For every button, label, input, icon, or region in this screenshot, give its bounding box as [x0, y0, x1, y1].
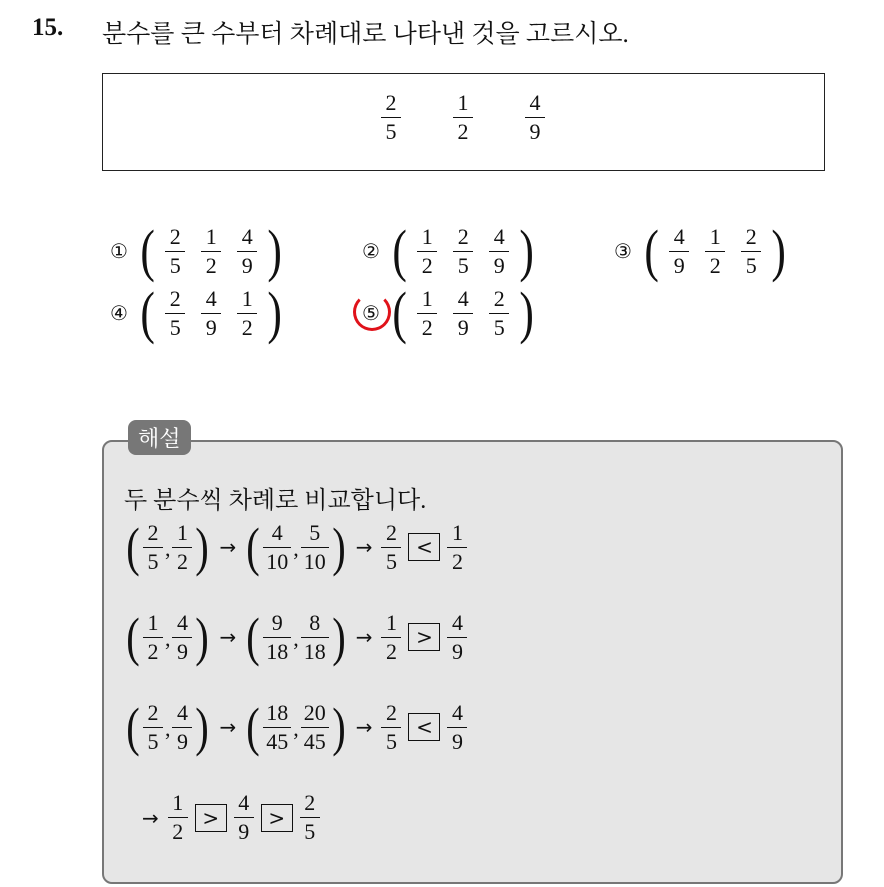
comparison-line-1: ( $\frac{2}{5}$ , $\frac{1}{2}$ ) → ( $\frac{4}{10}$ , $\frac{5}{10}$ ) → $\frac{2}{5}$ < $\frac{1}{2}$: [124, 520, 468, 574]
comparison-symbol-box: <: [408, 713, 440, 741]
given-fractions-box: [102, 73, 825, 171]
given-fraction: $\frac{4}{9}$: [525, 92, 545, 143]
answer-mark-circle: [353, 293, 391, 331]
comparison-symbol-box: >: [261, 804, 293, 832]
given-fraction: $\frac{2}{5}$: [381, 92, 401, 143]
question-text: 분수를 큰 수부터 차례대로 나타낸 것을 고르시오.: [102, 21, 629, 48]
option-4[interactable]: ④ ( $\frac{2}{5}$ $\frac{4}{9}$ $\frac{1}{2}$ ): [110, 280, 283, 345]
comparison-symbol-box: <: [408, 533, 440, 561]
option-number: ①: [110, 239, 128, 263]
option-number: ②: [362, 239, 380, 263]
option-number: ④: [110, 301, 128, 325]
comparison-line-3: ( $\frac{2}{5}$ , $\frac{4}{9}$ ) → ( $\frac{18}{45}$ , $\frac{20}{45}$ ) → $\frac{2}{5}$ < $\frac{4}{9}$: [124, 700, 468, 754]
comparison-line-2: ( $\frac{1}{2}$ , $\frac{4}{9}$ ) → ( $\frac{9}{18}$ , $\frac{8}{18}$ ) → $\frac{1}{2}$ > $\frac{4}{9}$: [124, 610, 468, 664]
comparison-symbol-box: >: [195, 804, 227, 832]
option-1[interactable]: ① ( $\frac{2}{5}$ $\frac{1}{2}$ $\frac{4}{9}$ ): [110, 218, 283, 283]
comparison-symbol-box: >: [408, 623, 440, 651]
solution-panel: [102, 440, 843, 884]
solution-intro: 두 분수씩 차례로 비교합니다.: [124, 488, 427, 514]
option-number: ③: [614, 239, 632, 263]
option-5[interactable]: ⑤ ( $\frac{1}{2}$ $\frac{4}{9}$ $\frac{2}{5}$ ): [362, 284, 537, 342]
given-fraction: $\frac{1}{2}$: [453, 92, 473, 143]
final-order-line: → $\frac{1}{2}$ > $\frac{4}{9}$ > $\frac{2}{5}$: [134, 792, 321, 843]
solution-tag: 해설: [128, 420, 191, 455]
question-number: 15.: [32, 14, 64, 41]
option-2[interactable]: ② ( $\frac{1}{2}$ $\frac{2}{5}$ $\frac{4}{9}$ ): [362, 218, 535, 283]
option-number: ⑤: [362, 301, 380, 325]
option-3[interactable]: ③ ( $\frac{4}{9}$ $\frac{1}{2}$ $\frac{2}{5}$ ): [614, 218, 787, 283]
